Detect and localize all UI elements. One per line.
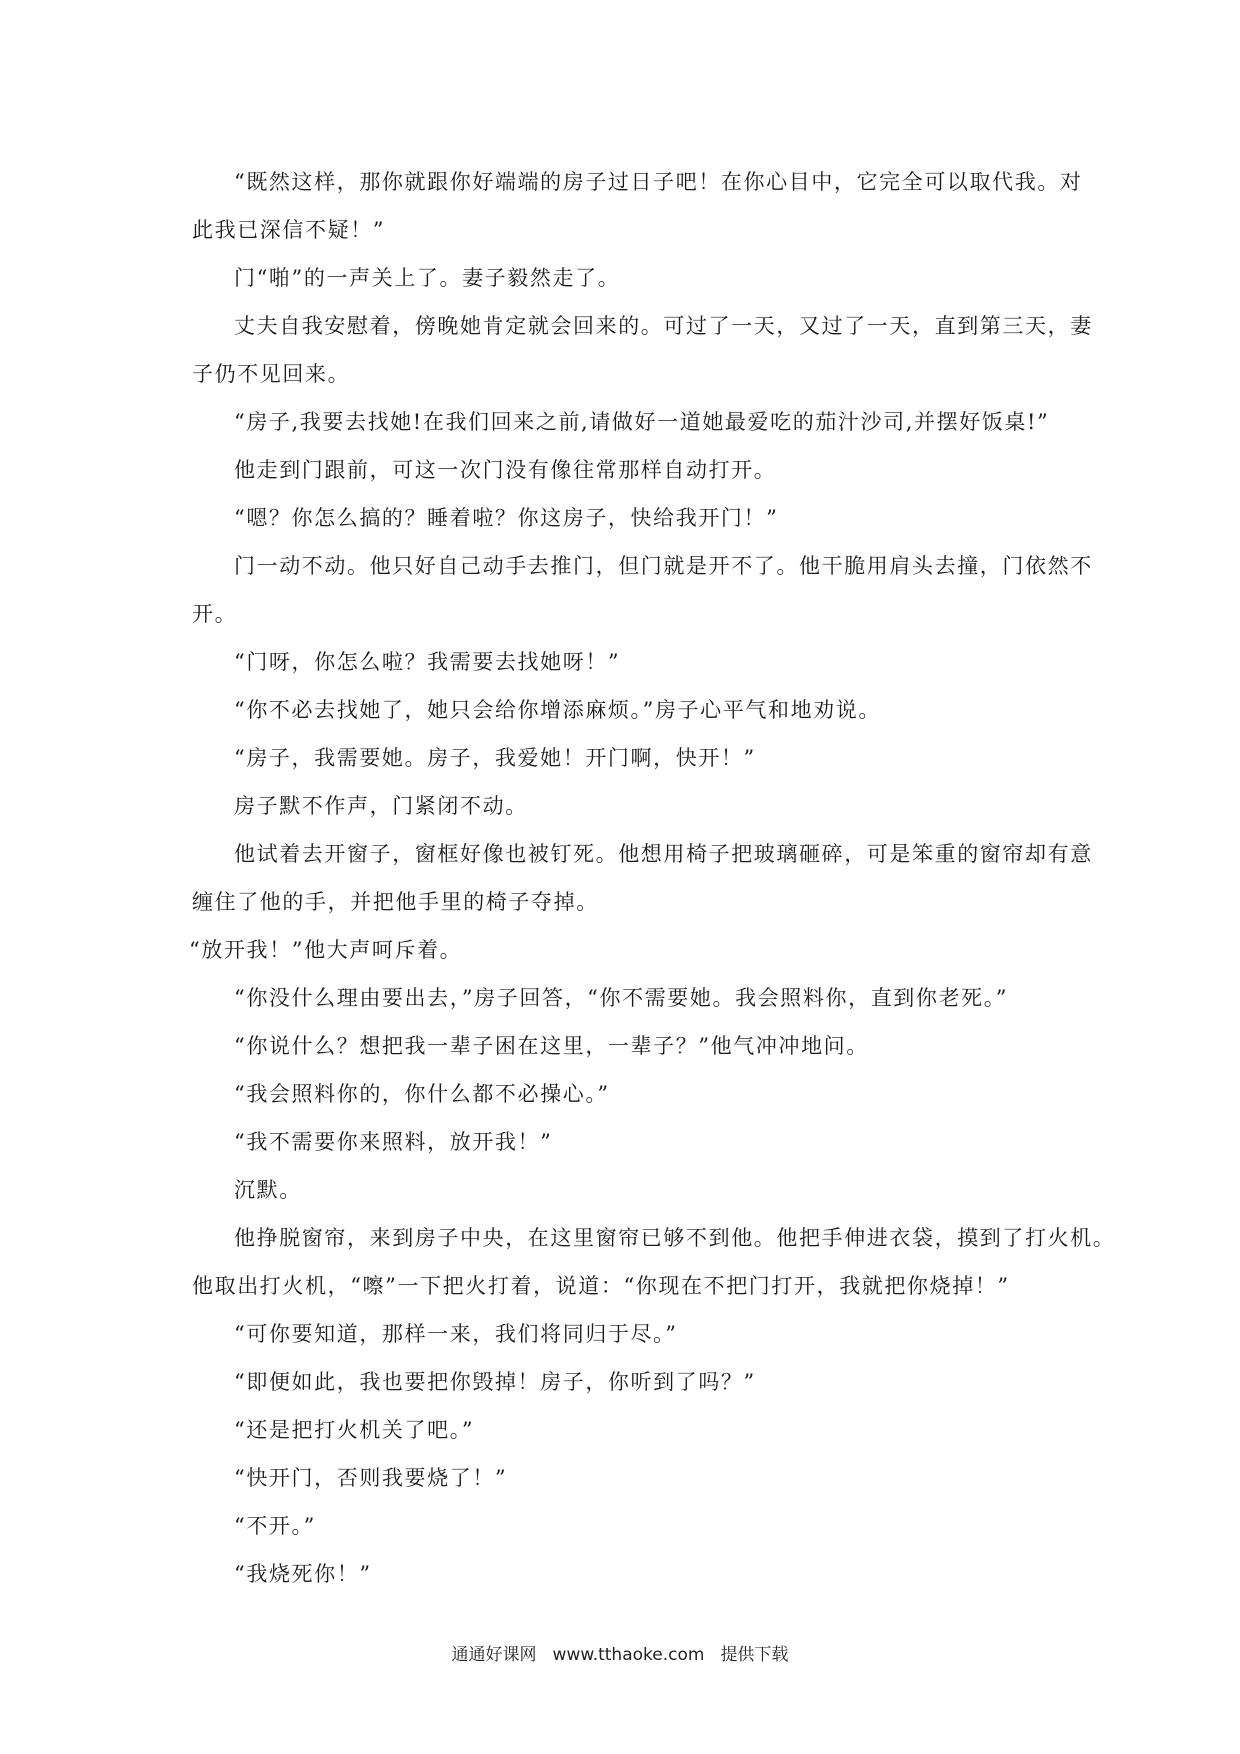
text-line: 门“啪”的一声关上了。妻子毅然走了。 xyxy=(234,266,621,290)
footer-url[interactable]: www.tthaoke.com xyxy=(552,1645,705,1665)
text-line: “快开门，否则我要烧了！” xyxy=(234,1466,508,1490)
text-line: 他挣脱窗帘，来到房子中央，在这里窗帘已够不到他。他把手伸进衣袋，摸到了打火机。 xyxy=(234,1226,1116,1250)
text-line: 房子默不作声，门紧闭不动。 xyxy=(234,794,528,818)
text-line: 开。 xyxy=(192,602,238,626)
text-line: “房子,我要去找她!在我们回来之前,请做好一道她最爱吃的茄汁沙司,并摆好饭桌!” xyxy=(234,410,1050,434)
document-body xyxy=(189,158,1116,1598)
text-line: “我烧死你！” xyxy=(234,1562,372,1586)
text-line: “可你要知道，那样一来，我们将同归于尽。” xyxy=(234,1322,678,1346)
footer-site-name: 通通好课网 xyxy=(451,1645,537,1665)
text-line: “门呀，你怎么啦？我需要去找她呀！” xyxy=(234,650,621,674)
text-line: “你没什么理由要出去，”房子回答，“你不需要她。我会照料你，直到你老死。” xyxy=(234,986,1009,1010)
text-line: “即便如此，我也要把你毁掉！房子，你听到了吗？” xyxy=(234,1370,756,1394)
text-line: 丈夫自我安慰着，傍晚她肯定就会回来的。可过了一天，又过了一天，直到第三天，妻 xyxy=(234,314,1093,338)
text-line: “房子，我需要她。房子，我爱她！开门啊，快开！” xyxy=(234,746,756,770)
text-line: “既然这样，那你就跟你好端端的房子过日子吧！在你心目中，它完全可以取代我。对 xyxy=(234,170,1083,194)
text-line: “放开我！”他大声呵斥着。 xyxy=(189,938,463,962)
text-line: “嗯？你怎么搞的？睡着啦？你这房子，快给我开门！” xyxy=(234,506,779,530)
text-line: 缠住了他的手，并把他手里的椅子夺掉。 xyxy=(192,890,599,914)
text-line: 此我已深信不疑！” xyxy=(192,218,386,242)
text-line: 他试着去开窗子，窗框好像也被钉死。他想用椅子把玻璃砸碎，可是笨重的窗帘却有意 xyxy=(234,842,1093,866)
text-line: “你说什么？想把我一辈子困在这里，一辈子？”他气冲冲地问。 xyxy=(234,1034,869,1058)
text-line: 门一动不动。他只好自己动手去推门，但门就是开不了。他干脆用肩头去撞，门依然不 xyxy=(234,554,1093,578)
text-line: “你不必去找她了，她只会给你增添麻烦。”房子心平气和地劝说。 xyxy=(234,698,881,722)
page-footer xyxy=(0,1640,1240,1665)
text-line: 沉默。 xyxy=(234,1178,302,1202)
text-line: 他取出打火机，“嚓”一下把火打着，说道：“你现在不把门打开，我就把你烧掉！” xyxy=(192,1274,1010,1298)
footer-note: 提供下载 xyxy=(720,1645,789,1665)
text-line: 子仍不见回来。 xyxy=(192,362,351,386)
text-line: “不开。” xyxy=(234,1514,316,1538)
text-line: “我不需要你来照料，放开我！” xyxy=(234,1130,553,1154)
text-line: “我会照料你的，你什么都不必操心。” xyxy=(234,1082,610,1106)
text-line: “还是把打火机关了吧。” xyxy=(234,1418,475,1442)
text-line: 他走到门跟前，可这一次门没有像往常那样自动打开。 xyxy=(234,458,777,482)
